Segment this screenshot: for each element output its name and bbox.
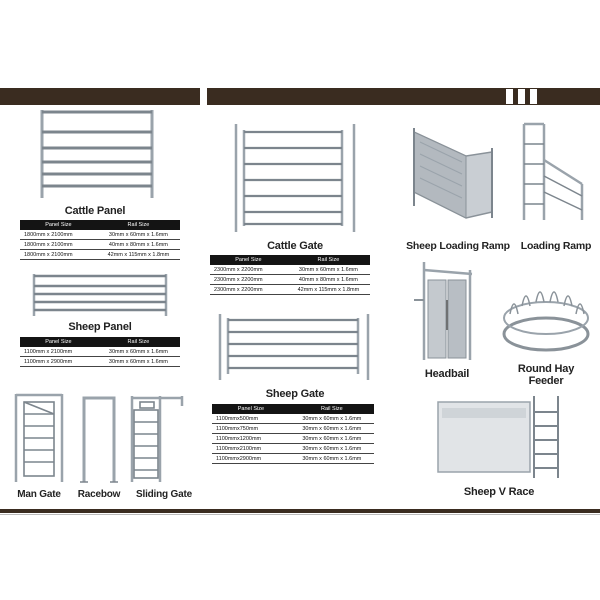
- panel-size-cell: 1100mmx2100mm: [212, 444, 290, 454]
- panel-size-cell: 2300mm x 2200mm: [210, 285, 287, 295]
- table-header-panel-size: Panel Size: [20, 337, 97, 347]
- band-mark: [530, 89, 537, 104]
- table-row: [210, 265, 370, 275]
- sheep-gate-image: [216, 312, 372, 382]
- rail-size-cell: 30mm x 60mm x 1.6mm: [290, 424, 374, 434]
- racebow-image: [78, 392, 120, 484]
- table-row: [212, 454, 374, 464]
- cattle-panel-spec-table: [20, 220, 180, 260]
- sheep-panel-spec-table: [20, 337, 180, 367]
- rail-size-cell: 30mm x 60mm x 1.6mm: [97, 357, 180, 367]
- sheep-v-race-title: Sheep V Race: [463, 486, 535, 498]
- rail-size-cell: 40mm x 80mm x 1.6mm: [97, 240, 180, 250]
- rail-size-cell: 42mm x 115mm x 1.8mm: [97, 250, 180, 260]
- headbail-image: [412, 260, 478, 362]
- table-row: [210, 285, 370, 295]
- round-hay-feeder-title-line2: Feeder: [528, 375, 564, 387]
- rail-size-cell: 30mm x 60mm x 1.6mm: [97, 347, 180, 357]
- band-mark: [518, 89, 525, 104]
- rail-size-cell: 40mm x 80mm x 1.6mm: [287, 275, 370, 285]
- table-row: [20, 230, 180, 240]
- loading-ramp-title: Loading Ramp: [520, 240, 592, 252]
- sheep-panel-image: [30, 272, 170, 318]
- cattle-gate-image: [232, 122, 358, 234]
- table-header-panel-size: Panel Size: [20, 220, 97, 230]
- racebow-title: Racebow: [77, 489, 121, 500]
- round-hay-feeder-image: [500, 284, 592, 356]
- panel-size-cell: 1100mm x 2900mm: [20, 357, 97, 367]
- panel-size-cell: 1100mmx2900mm: [212, 454, 290, 464]
- round-hay-feeder-title: [504, 363, 588, 387]
- panel-size-cell: 2300mm x 2200mm: [210, 265, 287, 275]
- man-gate-image: [12, 392, 66, 484]
- rail-size-cell: 30mm x 60mm x 1.6mm: [287, 265, 370, 275]
- cattle-panel-title: Cattle Panel: [64, 205, 126, 217]
- table-row: [20, 347, 180, 357]
- footer-band: [0, 509, 600, 513]
- sheep-loading-ramp-image: [406, 122, 498, 220]
- header-band-right: [207, 88, 600, 105]
- rail-size-cell: 30mm x 60mm x 1.6mm: [97, 230, 180, 240]
- footer-line: [0, 514, 600, 515]
- cattle-panel-image: [38, 108, 158, 200]
- band-mark: [506, 89, 513, 104]
- sheep-gate-title: Sheep Gate: [265, 388, 325, 400]
- loading-ramp-image: [518, 120, 588, 224]
- sliding-gate-title: Sliding Gate: [136, 489, 192, 500]
- panel-size-cell: 1800mm x 2100mm: [20, 240, 97, 250]
- table-row: [212, 444, 374, 454]
- sheep-gate-spec-table: [212, 404, 374, 464]
- sheep-panel-title: Sheep Panel: [68, 321, 132, 333]
- headbail-title: Headbail: [424, 368, 470, 380]
- cattle-gate-spec-table: [210, 255, 370, 295]
- table-row: [212, 414, 374, 424]
- sheep-v-race-image: [434, 392, 564, 480]
- table-row: [20, 250, 180, 260]
- rail-size-cell: 30mm x 60mm x 1.6mm: [290, 454, 374, 464]
- rail-size-cell: 30mm x 60mm x 1.6mm: [290, 434, 374, 444]
- table-header-panel-size: Panel Size: [210, 255, 287, 265]
- cattle-gate-title: Cattle Gate: [267, 240, 323, 252]
- table-row: [20, 357, 180, 367]
- panel-size-cell: 1100mmx1200mm: [212, 434, 290, 444]
- rail-size-cell: 30mm x 60mm x 1.6mm: [290, 444, 374, 454]
- rail-size-cell: 30mm x 60mm x 1.6mm: [290, 414, 374, 424]
- table-row: [212, 424, 374, 434]
- panel-size-cell: 1800mm x 2100mm: [20, 230, 97, 240]
- sliding-gate-image: [128, 392, 186, 484]
- panel-size-cell: 1800mm x 2100mm: [20, 250, 97, 260]
- table-row: [210, 275, 370, 285]
- sheep-loading-ramp-title: Sheep Loading Ramp: [406, 240, 510, 252]
- rail-size-cell: 42mm x 115mm x 1.8mm: [287, 285, 370, 295]
- table-header-rail-size: Rail Size: [290, 404, 374, 414]
- round-hay-feeder-title-line1: Round Hay: [517, 363, 575, 375]
- page-fold-gap: [200, 88, 207, 105]
- table-row: [20, 240, 180, 250]
- table-header-rail-size: Rail Size: [97, 220, 180, 230]
- panel-size-cell: 2300mm x 2200mm: [210, 275, 287, 285]
- table-header-rail-size: Rail Size: [287, 255, 370, 265]
- panel-size-cell: 1100mmx500mm: [212, 414, 290, 424]
- header-band-left: [0, 88, 200, 105]
- table-header-panel-size: Panel Size: [212, 404, 290, 414]
- man-gate-title: Man Gate: [17, 489, 61, 500]
- panel-size-cell: 1100mmx750mm: [212, 424, 290, 434]
- panel-size-cell: 1100mm x 2100mm: [20, 347, 97, 357]
- table-row: [212, 434, 374, 444]
- table-header-rail-size: Rail Size: [97, 337, 180, 347]
